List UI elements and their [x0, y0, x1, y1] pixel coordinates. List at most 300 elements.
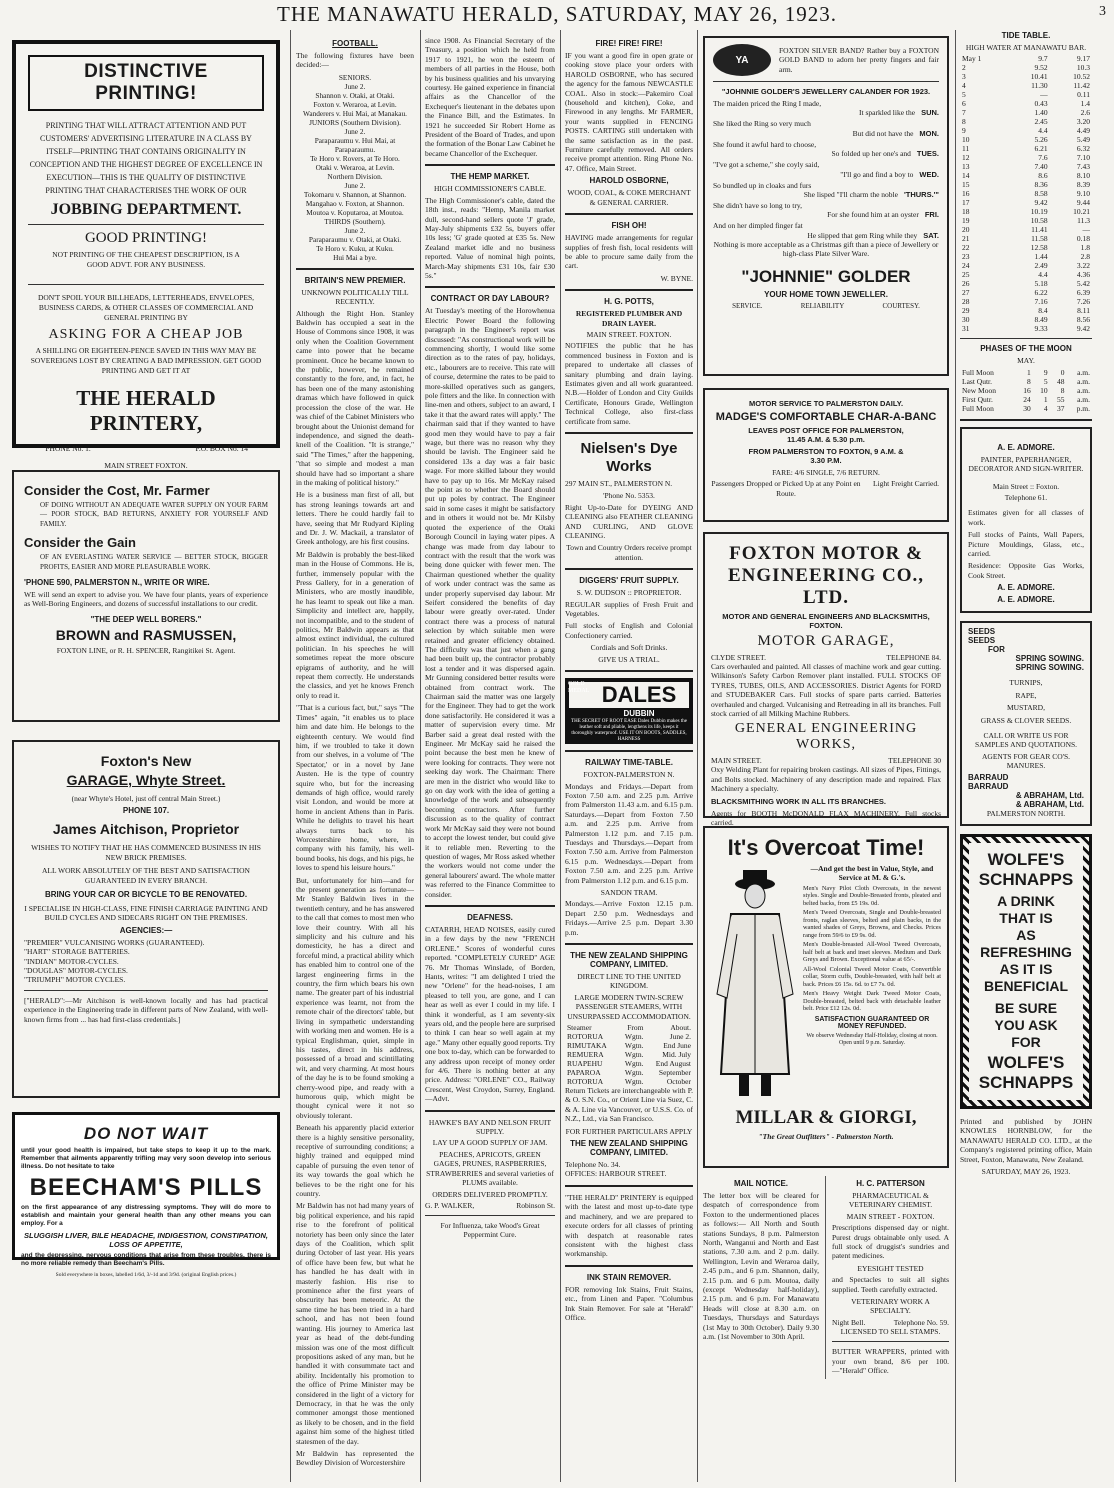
- influenza-ad: For Influenza, take Wood's Great Peppermint Cure.: [440, 1220, 540, 1240]
- blacksmithing: BLACKSMITHING WORK IN ALL ITS BRANCHES.: [711, 796, 886, 806]
- table-cell: a.m.: [1077, 367, 1090, 377]
- beecham-sold: Sold everywhere in boxes, labelled 1/6d, 3/-1d and 3/9d. (original English prices.): [55, 1272, 237, 1278]
- table-cell: 1.44: [1034, 252, 1048, 262]
- fire-body: IF you want a good fire in open grate or cooking stove place your orders with HAROLD OSBORNE, who has secured the agency for the famous NEWCASTLE COAL. Also in stock:—Pakemiro Coal (household and kitchen), Coke, and Firewood in any lengths. Mr FARMER, your wants supplied in FENCING POSTS. CARTING still undertaken with the same satisfaction as in the past. Furniture carefully removed. All orders receive prompt attention. Ring Phone No. 47. Office, Main Street.: [565, 51, 693, 173]
- table-row: [960, 324, 1092, 333]
- band-body: FOXTON SILVER BAND? Rather buy a FOXTON GOLD BAND to adorn her pretty fingers and fair arm.: [779, 45, 939, 74]
- shipping-table: [565, 1023, 693, 1086]
- table-cell: 4.49: [1076, 126, 1090, 136]
- table-cell: 3.20: [1076, 117, 1090, 127]
- printing-ad: [12, 40, 280, 470]
- admore-trade: PAINTER, PAPERHANGER, DECORATOR AND SIGN-WRITER.: [968, 454, 1084, 474]
- deep-well-borers: "THE DEEP WELL BORERS.": [90, 614, 202, 624]
- table-cell: 10: [962, 135, 970, 145]
- table-cell: 9.42: [1034, 198, 1048, 208]
- hawkes-street: Robinson St.: [516, 1200, 555, 1210]
- do-not-wait: DO NOT WAIT: [83, 1124, 209, 1143]
- fixture-line: Paraparaumu v. Otaki, at Otaki.: [308, 234, 402, 244]
- table-row: [565, 1032, 693, 1041]
- table-cell: 7: [962, 108, 966, 118]
- column-5: [703, 36, 949, 1482]
- svc-service: SERVICE.: [732, 301, 763, 310]
- printing-title: DISTINCTIVE PRINTING!: [28, 55, 264, 111]
- verse-line: He slipped that gem Ring while they: [807, 230, 918, 240]
- table-cell: 30: [962, 315, 970, 325]
- premier-p8: Mr Baldwin has represented the Bewdley Division of Worcestershire: [296, 1448, 414, 1468]
- column-rule: [955, 30, 956, 1482]
- farmer-body-3: WE will send an expert to advise you. We have four plants, years of experience as Well-Boring Engineers, and dozens of successful installations to our credit.: [24, 590, 268, 609]
- fixture-line: Shannon v. Otaki, at Otaki.: [315, 90, 395, 100]
- table-cell: Wgtn.: [624, 1050, 644, 1060]
- table-row: [960, 404, 1092, 413]
- seeds-title-2: SEEDS: [968, 636, 996, 646]
- madge-from: FROM PALMERSTON TO FOXTON, 9 A.M. & 3.30 P.M.: [748, 447, 904, 465]
- patterson-vet: VETERINARY WORK A SPECIALTY.: [851, 1297, 930, 1316]
- table-cell: ROTORUA: [567, 1077, 604, 1087]
- table-cell: 16: [1023, 385, 1031, 395]
- table-row: [960, 225, 1092, 234]
- table-cell: 5.18: [1034, 279, 1048, 289]
- table-cell: June 2.: [669, 1032, 691, 1042]
- table-cell: 1: [1026, 367, 1031, 377]
- beechams-pills: BEECHAM'S PILLS: [29, 1174, 263, 1201]
- seed-list: [968, 678, 1084, 725]
- calendar-verses: [713, 99, 939, 240]
- table-cell: 11: [962, 144, 970, 154]
- cheap-body: A SHILLING OR EIGHTEEN-PENCE SAVED IN THIS WAY MAY BE SOVEREIGNS LOST BY CREATING A BAD IMPRESSION. GET GOOD PRINTING AND GET IT AT: [30, 346, 262, 375]
- table-cell: 22: [962, 243, 970, 253]
- fixture-line: THIRDS (Southern).: [324, 216, 386, 226]
- fixture-line: Mangahao v. Foxton, at Shannon.: [305, 198, 405, 208]
- seeds-title: SEEDS: [968, 627, 996, 637]
- wolfe-l2: THAT IS: [999, 909, 1053, 926]
- tide-table: [960, 54, 1092, 333]
- hemp-title: THE HEMP MARKET.: [450, 172, 530, 182]
- spoil-text: DON'T SPOIL YOUR BILLHEADS, LETTERHEADS, ENVELOPES, BUSINESS CARDS, & OTHER CLASSES OF COMMERCIAL AND GENERAL PRINTING BY: [37, 293, 255, 322]
- table-cell: Wgtn.: [624, 1068, 644, 1078]
- table-row: [960, 395, 1092, 404]
- garage-sub: (near Whyte's Hotel, just off central Main Street.): [71, 794, 221, 803]
- golder-ad: [703, 36, 949, 376]
- diggers-trial: GIVE US A TRIAL.: [598, 654, 660, 664]
- madge-leaves: LEAVES POST OFFICE FOR PALMERSTON, 11.45 A.M. & 5.30 p.m.: [748, 426, 904, 444]
- premier-p5: But, unfortunately for him—and for the present generation as fortunate—Mr Stanley Baldwin lives in the twentieth century, and he has answered to the call that comes to most men who love their country. With all his simplicity and his culture and his domesticity, he has a direct and forceful mind, a practical ability which has enabled him to control one of the largest engineering firms in the country, the firm which bears his own name. The greater part of his industrial experience was learnt, not from the remote chair of the directors' table, but living in sympathetic understanding with working men and women. He is a typical Englishman, quiet, simple in his tastes, direct in his address, possessed of a broad and scintillating wit, and very charming. At most hours of the day he is to be found smoking a cherry-wood pipe, and ready with a humorous quip, which might be thought cynical were it not so obviously tolerant.: [296, 875, 414, 1120]
- table-cell: 1: [1043, 394, 1048, 404]
- seeds-agents: AGENTS FOR GEAR CO'S. MANURES.: [981, 751, 1071, 771]
- table-cell: 1.40: [1034, 108, 1048, 118]
- table-cell: —: [1040, 90, 1048, 100]
- table-cell: 3: [962, 72, 966, 82]
- hawkes-name: G. P. WALKER,: [425, 1200, 475, 1210]
- fish-title: FISH OH!: [611, 221, 647, 231]
- table-row: [960, 306, 1092, 315]
- mail-body: The letter box will be cleared for despatch of correspondence from Foxton to the undermentioned places as follows:— All North and South stations Sundays, 8 p.m. Palmerston North, Wanganui and North and East stations, 7.30 a.m. and 2 p.m. daily. Wellington, Levin and Weraroa daily, 2.45 p.m., and 6 p.m. Shannon, daily, 2.15 p.m. and 6 p.m. Moutoa, daily (except Wednesday half-holiday), 2.15 p.m. and 6 p.m. For Manawatu Heads will close at 8.30 a.m. on Tuesdays, Thursdays and Saturdays (1st May to 30th October). Daily 9.30 a.m. (1st November to 30th April.: [703, 1191, 819, 1342]
- column-rule: [560, 30, 561, 1482]
- shipping-apply: FOR FURTHER PARTICULARS APPLY: [565, 1126, 693, 1136]
- shipping-body: LARGE MODERN TWIN-SCREW PASSENGER STEAMERS, WITH UNSURPASSED ACCOMMODATION.: [567, 992, 691, 1021]
- seeds-place: PALMERSTON NORTH.: [986, 808, 1066, 818]
- admore-stock: Full stocks of Paints, Wall Papers, Picture Mouldings, Glass, etc., carried.: [968, 530, 1084, 559]
- patterson-trade: PHARMACEUTICAL & VETERINARY CHEMIST.: [848, 1191, 933, 1210]
- wolfe-l5: AS IT IS: [999, 960, 1053, 977]
- verse-line: And on her dimpled finger fat: [713, 221, 803, 231]
- table-cell: 0: [1060, 367, 1065, 377]
- potts-trade: REGISTERED PLUMBER AND DRAIN LAYER.: [575, 309, 683, 328]
- patterson-eye: EYESIGHT TESTED: [857, 1263, 924, 1273]
- wolfe-l8: YOU ASK: [994, 1016, 1058, 1033]
- table-cell: 48: [1056, 376, 1065, 386]
- column-rule: [697, 30, 698, 1482]
- overcoat-items: [803, 885, 941, 1013]
- osborne-name: HAROLD OSBORNE,: [589, 176, 669, 186]
- printery-phone: 'PHONE No. 1.: [44, 444, 91, 453]
- overcoat-item: All-Wool Colonial Tweed Motor Coats, Convertible collar, Storm cuffs, Double-breasted, with half belt at back. Prices £6 15s. 6d. to £7 7s. 0d.: [803, 965, 941, 988]
- good-printing: GOOD PRINTING!: [84, 230, 208, 246]
- overcoat-guarantee: SATISFACTION GUARANTEED OR MONEY REFUNDED.: [814, 1015, 930, 1030]
- table-row: [960, 81, 1092, 90]
- gain-title: Consider the Gain: [24, 535, 136, 551]
- madge-pass: Passengers Dropped or Picked Up at any Point en Route.: [711, 479, 861, 498]
- table-cell: About.: [670, 1023, 691, 1033]
- table-row: [960, 386, 1092, 395]
- weekday-word: FRI.: [924, 210, 939, 220]
- beecham-body-2: on the first appearance of any distressing symptoms. They will do more to establish and maintain your general health than any other means you can employ. For a: [21, 1204, 271, 1227]
- wolfe-l6: BENEFICIAL: [984, 977, 1068, 994]
- table-cell: PAPAROA: [567, 1068, 601, 1078]
- fixture-line: June 2.: [344, 126, 366, 136]
- nielsen-orders: Town and Country Orders receive prompt attention.: [566, 543, 692, 562]
- table-cell: 30: [1023, 403, 1031, 413]
- farmer-body-2: OF AN EVERLASTING WATER SERVICE — BETTER STOCK, BIGGER PROFITS, EASIER AND MORE PLEASURABLE WORK.: [40, 553, 268, 571]
- table-cell: 7.16: [1034, 297, 1048, 307]
- table-cell: 7.26: [1076, 297, 1090, 307]
- mail-title: MAIL NOTICE.: [733, 1179, 789, 1188]
- table-cell: 10.3: [1076, 63, 1090, 73]
- fixture-line: Northern Division.: [327, 171, 383, 181]
- table-row: [960, 180, 1092, 189]
- beecham-body-3: and the depressing, nervous conditions that arise from these troubles, there is no more reliable remedy than Beecham's Pills.: [21, 1252, 271, 1267]
- table-cell: RIMUTAKA: [567, 1041, 607, 1051]
- seed-item: GRASS & CLOVER SEEDS.: [980, 715, 1072, 725]
- table-cell: Full Moon: [962, 403, 994, 413]
- calendar-title: "JOHNNIE GOLDER'S JEWELLERY CALANDER FOR 1923.: [721, 87, 931, 96]
- premier-p6: Beneath his apparently placid exterior there is a highly sensitive personality, receptive of surrounding conditions; a highly trained and equipped mind capable of pursuing the even tenor of its way towards the goal which he believes to be the right one for his country.: [296, 1123, 414, 1198]
- column-4: [565, 36, 693, 1482]
- table-cell: —: [1082, 225, 1090, 235]
- herald-printery-ad: "THE HERALD" PRINTERY is equipped with the latest and most up-to-date type and machinery, and we are prepared to execute orders for all classes of printing with despatch at reasonable rates consistent with the highest class workmanship.: [565, 1192, 693, 1259]
- table-cell: 7.40: [1034, 162, 1048, 172]
- garage-ad: [12, 740, 280, 1098]
- table-cell: 55: [1056, 394, 1065, 404]
- table-cell: 5.49: [1076, 135, 1090, 145]
- premier-p1: Although the Right Hon. Stanley Baldwin has occupied a seat in the House of Commons since 1908, it was only when the Coalition Government came into power that he became prominent. Once he became known to the public, however, he remained constantly to the fore, and, in fact, he has been one of the many astonishing dramas which have followed in quick procession the close of the war. He was chief of the Cabinet Ministers who brought about the Unionist demand for independence, and signed the death-knell of the Coalition. "It is strange," said "The Times," after the happening, "that so simple and modest a man should have had so important a share in the making of political history.": [296, 308, 414, 487]
- table-cell: 8.6: [1038, 171, 1048, 181]
- table-row: [960, 368, 1092, 377]
- table-cell: 0.11: [1077, 90, 1090, 100]
- table-cell: 10.58: [1030, 216, 1048, 226]
- garage-agencies: AGENCIES:—: [119, 925, 173, 935]
- table-cell: 26: [962, 279, 970, 289]
- fixture-line: Te Horo v. Rovers, at Te Horo.: [310, 153, 400, 163]
- column-1: [12, 40, 280, 1482]
- nielsen-phone: 'Phone No. 5353.: [603, 491, 655, 501]
- table-cell: 17: [962, 198, 970, 208]
- deafness-title: DEAFNESS.: [467, 912, 513, 922]
- table-cell: 6.21: [1034, 144, 1048, 154]
- diggers-title: DIGGERS' FRUIT SUPPLY.: [579, 576, 679, 586]
- nielsen-title: Nielsen's Dye Works: [580, 440, 678, 475]
- table-cell: 27: [962, 288, 970, 298]
- imprint-date: SATURDAY, MAY 26, 1923.: [981, 1166, 1071, 1176]
- printery-pobox: P.O. BOX No. 14: [195, 444, 248, 453]
- patterson-title: H. C. PATTERSON: [856, 1179, 925, 1188]
- table-row: [565, 1041, 693, 1050]
- agency-5: "TRIUMPH" MOTOR CYCLES.: [24, 975, 126, 985]
- table-cell: 24: [1023, 394, 1031, 404]
- fixture-line: Te Horo v. Kuku, at Kuku.: [316, 243, 394, 253]
- table-cell: 6.39: [1076, 288, 1090, 298]
- table-row: [960, 198, 1092, 207]
- admore-name-2: A. E. ADMORE.: [997, 583, 1055, 593]
- table-cell: 8.36: [1034, 180, 1048, 190]
- agency-3: "INDIAN" MOTOR-CYCLES.: [24, 956, 119, 966]
- table-row: [960, 189, 1092, 198]
- table-cell: p.m.: [1076, 403, 1090, 413]
- shipping-note: Return Tickets are interchangeable with P. & O. S.N. Co., or Orient Line via Suez, C. & A. Line via Vancouver, or U.S.S. Co. of N.Z., Ltd., via San Francisco.: [565, 1086, 693, 1124]
- hawkes-orders: ORDERS DELIVERED PROMPTLY.: [432, 1189, 548, 1199]
- wolfe-l7: BE SURE: [994, 999, 1058, 1016]
- table-cell: 4: [1043, 403, 1048, 413]
- calendar-end: Nothing is more acceptable as a Christmas gift than a piece of Jewellery or high-class Plate Silver Ware.: [713, 239, 939, 259]
- spring-sowing: SPRING SOWING.: [1015, 654, 1084, 664]
- hawkes-fruits: PEACHES, APRICOTS, GREEN GAGES, PRUNES, RASPBERRIES, STRAWBERRIES and several varieties of PLUMS available.: [426, 1149, 554, 1188]
- hawkes-title: HAWKE'S BAY AND NELSON FRUIT SUPPLY.: [428, 1117, 552, 1137]
- table-row: [960, 162, 1092, 171]
- fixture-line: Foxton v. Weraroa, at Levin.: [313, 99, 397, 109]
- overcoat-item: Men's Tweed Overcoats, Single and Double-breasted fronts, raglan sleeves, belted and plain backs, in the wanted shades of Greys, Browns, and Checks. Prices range from 59/6 to £9 9s. 0d.: [803, 909, 941, 939]
- page-number: 3: [1099, 4, 1106, 19]
- table-cell: 7.10: [1076, 153, 1090, 163]
- seed-item: TURNIPS,: [1009, 678, 1043, 688]
- table-cell: 2.6: [1080, 108, 1090, 118]
- wolfe-title: WOLFE'S SCHNAPPS: [978, 849, 1074, 889]
- table-cell: 9.52: [1034, 63, 1048, 73]
- table-cell: RUAPEHU: [567, 1059, 603, 1069]
- table-cell: 10: [1040, 385, 1048, 395]
- table-cell: Wgtn.: [624, 1059, 644, 1069]
- shipping-office: OFFICES: HARBOUR STREET.: [565, 1169, 667, 1179]
- table-cell: Last Qutr.: [962, 376, 992, 386]
- garage-phone: PHONE 107.: [122, 806, 170, 816]
- table-cell: 16: [962, 189, 970, 199]
- fish-body: HAVING made arrangements for regular supplies of fresh fish, local residents will be able to procure same daily from the cart.: [565, 233, 693, 271]
- table-cell: 18: [962, 207, 970, 217]
- imprint: Printed and published by JOHN KNOWLES HORNBLOW, for the MANAWATU HERALD CO. LTD., at the Company's registered printing office, Main Street, Foxton, Manawatu, New Zealand.: [960, 1116, 1092, 1164]
- admore-est: Estimates given for all classes of work.: [968, 508, 1084, 527]
- jobbing-dept: JOBBING DEPARTMENT.: [50, 201, 242, 218]
- table-cell: Full Moon: [962, 367, 994, 377]
- wolfe-l3: AS: [1016, 926, 1036, 943]
- garage-spec: I SPECIALISE IN HIGH-CLASS, FINE FINISH CARRIAGE PAINTING AND BUILD CYCLES AND SIDECARS RIGHT ON THE PREMISES.: [24, 904, 268, 923]
- wolfe-title-2: WOLFE'S SCHNAPPS: [978, 1052, 1074, 1092]
- telephone-30: TELEPHONE 30: [888, 756, 941, 766]
- verse-line: She didn't have so long to try,: [713, 201, 802, 211]
- table-row: [565, 1068, 693, 1077]
- table-cell: Wgtn.: [624, 1032, 644, 1042]
- diggers-name: S. W. DUDSON :: PROPRIETOR.: [576, 588, 682, 598]
- column-rule: [420, 30, 421, 1482]
- table-cell: a.m.: [1077, 394, 1090, 404]
- rail-body: Mondays and Fridays.—Depart from Foxton 7.50 a.m. and 2.25 p.m. Arrive from Palmerston 11.43 a.m. and 6.15 p.m. Saturdays.—Depart from Foxton 7.50 a.m. and 2.25 p.m. Arrive from Palmerston 1.12 p.m. and 7.15 p.m. Tuesdays and Thursdays.—Depart from Foxton 7.50 a.m. Arrive from Palmerston 6.15 p.m. Wednesdays.—Depart from Foxton 7.50 a.m. and 2.25 p.m. Arrive from Palmerston 1.12 p.m. and 6.15 p.m.: [565, 781, 693, 885]
- shipping-agent: THE NEW ZEALAND SHIPPING COMPANY, LIMITED.: [570, 1139, 688, 1158]
- wolfe-ad: [960, 834, 1092, 1109]
- ring-logo-text: YA: [735, 54, 749, 66]
- table-row: [960, 171, 1092, 180]
- moon-table: [960, 368, 1092, 413]
- admore-res: Residence: Opposite Gas Works, Cook Street.: [968, 561, 1084, 580]
- wolfe-l1: A DRINK: [997, 892, 1055, 909]
- admore-name-3: A. E. ADMORE.: [997, 595, 1055, 605]
- table-cell: 9.7: [1038, 54, 1048, 64]
- hemp-sub: HIGH COMMISSIONER'S CABLE.: [434, 184, 546, 194]
- table-row: [960, 261, 1092, 270]
- table-cell: End June: [663, 1041, 691, 1051]
- table-cell: 9.17: [1076, 54, 1090, 64]
- table-cell: a.m.: [1077, 376, 1090, 386]
- fixture-line: June 2.: [344, 81, 366, 91]
- madge-fare: FARE: 4/6 SINGLE, 7/6 RETURN.: [772, 468, 880, 477]
- tram-body: Mondays.—Arrive Foxton 12.15 p.m. Depart 2.50 p.m. Wednesdays and Fridays.—Arrive 2.5 p.m. Depart 3.30 p.m.: [565, 899, 693, 937]
- table-cell: 6.22: [1034, 288, 1048, 298]
- column-2: [296, 36, 414, 1482]
- table-cell: 29: [962, 306, 970, 316]
- hemp-body: The High Commissioner's cable, dated the 18th inst., reads: "Hemp, Manila market dull, second-hand sellers quote 'J' grade, May-July shipments £32 5s, buyers offer 10s less; 'G' grade quoted at £35 5s. New Zealand market idle and no business reported. Value of nominal high points, March-May shipments £31 10s, fair £30 5s.": [425, 195, 555, 280]
- table-cell: October: [666, 1077, 691, 1087]
- engineering-ad: [703, 532, 949, 828]
- svc-courtesy: COURTESY.: [882, 301, 920, 310]
- seed-item: RAPE,: [1015, 690, 1037, 700]
- table-cell: 2: [962, 63, 966, 73]
- nielsen-addr: 297 MAIN ST., PALMERSTON N.: [565, 479, 673, 488]
- shipping-title: THE NEW ZEALAND SHIPPING COMPANY, LIMITED.: [570, 951, 688, 969]
- table-cell: 1.4: [1080, 99, 1090, 109]
- shipping-sub: DIRECT LINE TO THE UNITED KINGDOM.: [577, 972, 681, 991]
- fish-name: W. BYNE.: [660, 273, 693, 283]
- admore-street: Main Street :: Foxton.: [992, 481, 1060, 491]
- table-cell: Wgtn.: [624, 1077, 644, 1087]
- table-cell: 9.44: [1076, 198, 1090, 208]
- patterson-stamps: LICENSED TO SELL STAMPS.: [840, 1326, 941, 1336]
- table-cell: September: [658, 1068, 691, 1078]
- table-cell: First Qutr.: [962, 394, 993, 404]
- premier-p2: He is a business man first of all, but has strong leanings towards art and letters. There he could hardly fail to have, seeing that Mr Rudyard Kipling and Dr. J. W. Mackail, a translator of Greek anthology, are his first cousins.: [296, 490, 414, 547]
- table-cell: 8.11: [1077, 306, 1090, 316]
- table-row: [960, 377, 1092, 386]
- verse-line: She liked the Ring so very much: [713, 119, 811, 129]
- diggers-body: REGULAR supplies of Fresh Fruit and Vegetables.: [565, 599, 693, 619]
- seeds-for: FOR: [988, 645, 1005, 655]
- table-cell: New Moon: [962, 385, 996, 395]
- table-cell: 2.45: [1034, 117, 1048, 127]
- table-cell: 31: [962, 324, 970, 334]
- table-cell: 14: [962, 171, 970, 181]
- patterson-tel: Telephone No. 59.: [893, 1317, 949, 1327]
- garage-title-2: GARAGE, Whyte Street.: [66, 772, 226, 788]
- fixture-line: Moutoa v. Koputaroa, at Moutoa.: [306, 207, 404, 217]
- beecham-ad: [12, 1112, 280, 1278]
- seeds-ad: [960, 621, 1092, 826]
- verse-line: She found it awful hard to choose,: [713, 139, 817, 149]
- overcoat-item: Men's Heavy Weight Dark Tweed Motor Coats, Double-breasted, belted back with detachable leather belt. Price £12 12s. 0d.: [803, 990, 941, 1013]
- clyde-street: CLYDE STREET.: [711, 653, 766, 662]
- table-row: [960, 72, 1092, 81]
- tram-title: SANDON TRAM.: [600, 887, 658, 897]
- johnnie-golder: "JOHNNIE" GOLDER: [741, 266, 911, 286]
- table-cell: 8.4: [1038, 306, 1048, 316]
- beecham-body-1: until your good health is impaired, but take steps to keep it up to the mark. Remember that ailments apparently trifling may very soon develop into serious illness. Do not hesitate to take: [21, 1147, 271, 1170]
- table-row: [960, 270, 1092, 279]
- premier-p7: Mr Baldwin has not had many years of big political experience, and his rapid rise to the forefront of political notoriety has been only since the later days of the Coalition, which split during October of last year. His years of office have been few, but what he has handled he has dealt with in masterly fashion. His rise to prominence after the first years of obscurity has been meteoric. At the same time he has been tried in a hard school, and has not been found wanting. His journey to America last year as head of the debt-funding mission was one of the most difficult propositions asked of any man, but he handled it with consummate tact and ability. Incidentally his promotion to the office of Prime Minister may be considered in the light of a victory for Democracy, in that he was the only commoner amongst those mentioned as likely to be chosen, and in the field against him some of the highest titled statesmen of the day.: [296, 1201, 414, 1446]
- gold-medal-badge: GOLD MEDAL: [568, 681, 590, 695]
- table-row: [565, 1023, 693, 1032]
- cheap-job: ASKING FOR A CHEAP JOB: [48, 327, 244, 342]
- table-cell: 8: [962, 117, 966, 127]
- table-cell: 5: [1043, 376, 1048, 386]
- table-cell: 1.8: [1080, 243, 1090, 253]
- table-cell: 24: [962, 261, 970, 271]
- table-row: [565, 1077, 693, 1086]
- printing-body: PRINTING THAT WILL ATTRACT ATTENTION AND PUT CUSTOMERS' ADVERTISING LITERATURE IN A CLASS BY ITSELF—PRINTING THAT CONTAINS ORIGINALITY IN CONCEPTION AND THE HIGHEST DEGREE OF EXCELLENCE IN EXECUTION—THIS IS THE QUALITY OF DISTINCTIVE PRINTING THAT CHARACTERISES THE WORK OF OUR: [29, 121, 263, 195]
- table-cell: 9.33: [1034, 324, 1048, 334]
- patterson-eye-body: and Spectacles to suit all sights supplied. Teeth carefully extracted.: [832, 1275, 949, 1294]
- table-cell: 20: [962, 225, 970, 235]
- table-cell: 9.42: [1076, 324, 1090, 334]
- verse-line: It sparkled like the: [859, 108, 916, 118]
- table-cell: 5.26: [1034, 135, 1048, 145]
- table-cell: 11.58: [1031, 234, 1048, 244]
- ink-body: FOR removing Ink Stains, Fruit Stains, etc., from Linen and Paper. "Columbus Ink Stain Remover. For sale at "Herald" Office.: [565, 1284, 693, 1322]
- home-town-jeweller: YOUR HOME TOWN JEWELLER.: [764, 289, 888, 299]
- table-row: [960, 252, 1092, 261]
- engineering-body-2: Oxy Welding Plant for repairing broken castings. All sizes of Pipes, Fittings, and Bolts stocked. Machinery of any description made and repaired. Flax Machinery a specialty.: [711, 765, 941, 794]
- ring-logo-icon: [713, 44, 771, 76]
- overcoat-sub: —And get the best in Value, Style, and Service at M. & G.'s.: [810, 864, 934, 883]
- labour-body: At Tuesday's meeting of the Horowhenua Electric Power Board the following paragraph in the Engineer's report was discussed: "As constructional work will be commencing shortly, I would like some direction as to the rates of pay, holidays, etc., labourers are to receive. This rate will of course, determine the rates to be paid to more-skilled operatives such as gangers, pole fitters and the like. In connection with line-men and others, subject to an award, I take it that the award rates will apply." The chairman said that if they wanted to have good men they would have to pay a fair wage, but there was no reason why they should be lavish. The Engineer said he considered 13s a day was a fair basic wage. For more skilled labour they would have to pay up to 16s. Mr McKay raised the point as to whether the Board should put up poles by contract. The Engineer said in some cases it might be satisfactory and in others it would not be. Mr Kilsby quoted the experience of the Otaki Borough Council in laying water pipes. A change was made from day labour to contract with the result that the work was being done quicker with fewer men. The Chairman questioned whether the quality of work under contract was the same as under properly supervised day labour. Mr Seifert considered the benefits of day labour were greatly over-rated. Under contract there was a process of natural selection by which suitable men were retained and greater efficiency obtained. The difficulty was that just when a gang had been built up, the contractor probably lost a tender and it was dispersed again. Mr Gunning considered better results were obtained from contract work. The Chairman said the matter was one largely for the Engineer. They had to get the work done satisfactorily. He considered it was a matter of supervision every time. Mr Barber said a great deal rested with the Engineer. Mr McKay said he raised the point because the best men he knew of were looking for contracts. They were not seeking day work. The Chairman: There are men in the district who would like to go on day work with the idea of getting a knowledge of the work and subsequently becoming contractors. After further discussion as to the quality of contract work Mr McKay said they were not bound to accept the lowest tender, but could give it to reliable men. Reverting to the question of wages, Mr Ross asked whether the workers would not come under the general labourers' award. The whole matter was referred to the Finance Committee to consider.: [425, 306, 555, 899]
- table-cell: 7.43: [1076, 162, 1090, 172]
- admore-ad: [960, 427, 1092, 613]
- football-fixtures: [296, 73, 414, 262]
- table-cell: End August: [655, 1059, 691, 1069]
- table-cell: 13: [962, 162, 970, 172]
- table-row: [960, 90, 1092, 99]
- football-title: FOOTBALL.: [332, 39, 378, 48]
- table-row: [960, 243, 1092, 252]
- table-cell: 7.6: [1038, 153, 1048, 163]
- table-row: [960, 279, 1092, 288]
- table-cell: 6: [962, 99, 966, 109]
- abraham-2: & ABRAHAM, Ltd.: [1015, 799, 1084, 809]
- engineering-sub: MOTOR AND GENERAL ENGINEERS AND BLACKSMITHS, FOXTON.: [722, 612, 930, 630]
- dales-body: THE SECRET OF ROOT EASE Dales Dubbin makes the leather soft and pliable, lengthens its life, keeps it thoroughly waterproof. USE IT ON BOOTS, SADDLES, HARNESS: [571, 719, 687, 743]
- table-cell: 37: [1056, 403, 1065, 413]
- fixture-line: Paraparaumu v. Hui Mai, at Paraparaumu.: [314, 135, 396, 154]
- hawkes-lay: LAY UP A GOOD SUPPLY OF JAM.: [432, 1138, 548, 1148]
- table-cell: 8.10: [1076, 171, 1090, 181]
- moon-title: PHASES OF THE MOON: [980, 344, 1072, 354]
- wolfe-l9: FOR: [1011, 1033, 1041, 1050]
- premier-p3: Mr Baldwin is probably the best-liked man in the House of Commons. He is, further, immensely popular with the Press Gallery, for in a generation of Ministers, who are mostly inaudible, he has learnt to speak out like a man. Simplicity and intellect are, happily, not incompatible, and to the student of politics, Mr Baldwin appears as that almost extinct individual, the cultured politician. In his speeches he will sometimes repeat the more obscure epigrams of authority, and he will repeat them correctly. He understands the classics, and yet he knows French only to read it.: [296, 549, 414, 700]
- table-cell: 2.8: [1080, 252, 1090, 262]
